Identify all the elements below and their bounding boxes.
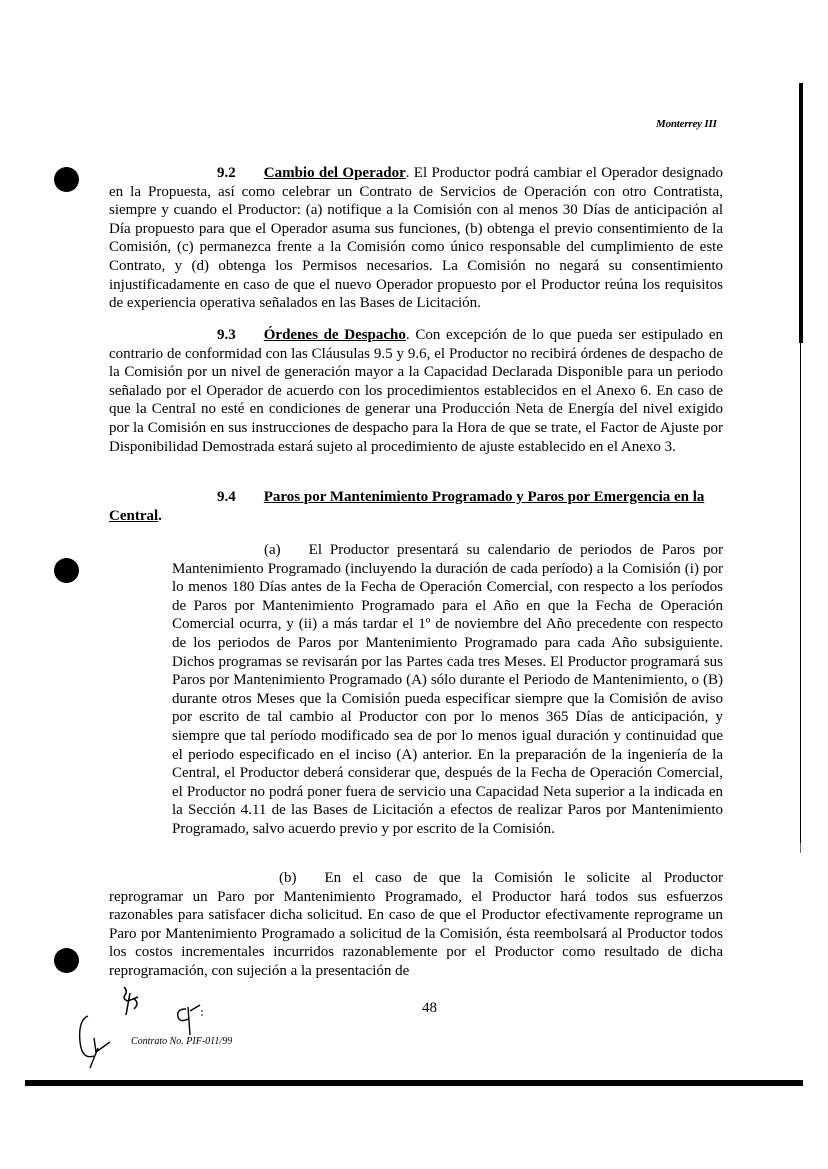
right-margin-bar [799, 83, 803, 343]
contract-number: Contrato No. PIF-011/99 [131, 1036, 233, 1047]
section-body: . Con excepción de lo que pueda ser estipulado en contrario de conformidad con las Cláusulas 9.5 y 9.6, el Productor no recibirá órdenes de despacho de la Comisión por un nivel de generación mayor a la Capacidad Declarada Disponible para un periodo señalado por el Operador de acuerdo con los procedimientos establecidos en el Anexo 6. En caso de que la Central no esté en condiciones de generar una Producción Neta de Energía del nivel exigido por la Comisión en sus instrucciones de despacho para la Hora de que se trate, el Factor de Ajuste por Disponibilidad Demostrada estará sujeto al procedimiento de ajuste establecido en el Anexo 3. [109, 327, 723, 455]
initials-signature-1 [120, 985, 150, 1020]
punch-hole-bottom [54, 948, 79, 973]
subsection-body: En el caso de que la Comisión le solicite al Productor reprogramar un Paro por Mantenimiento Programado, el Productor hará todos sus esfuerzos razonables para satisfacer dicha solicitud. En caso de que el Productor efectivamente reprograme un Paro por Mantenimiento Programado a solicitud de la Comisión, ésta reembolsará al Productor todos los costos incrementales incurridos razonablemente por el Productor como resultado de dicha reprogramación, con sujeción a la presentación de [109, 870, 723, 979]
section-number: 9.4 [217, 489, 236, 505]
section-title-end: . [158, 507, 162, 524]
initials-signature-3 [76, 1012, 116, 1072]
right-margin-dash [800, 843, 801, 853]
bottom-scan-rule [25, 1080, 803, 1086]
section-9-3 [109, 326, 723, 456]
punch-hole-middle [54, 558, 79, 583]
section-number: 9.3 [217, 327, 236, 343]
subsection-a [172, 541, 723, 839]
right-margin-line [800, 343, 801, 843]
section-9-4 [109, 488, 723, 525]
section-body: . El Productor podrá cambiar el Operador designado en la Propuesta, así como celebrar un Contrato de Servicios de Operación con otro Contratista, siempre y cuando el Productor: (a) notifique a la Comisión con al menos 30 Días de anticipación al Día propuesto para que el Operador asuma sus funciones, (b) obtenga el previo consentimiento de la Comisión, (c) permanezca frente a la Comisión como único responsable del cumplimiento de este Contrato, y (d) obtenga los Permisos necesarios. La Comisión no negará su consentimiento injustificadamente en caso de que el nuevo Operador propuesto por el Productor reúna los requisitos de experiencia operativa señalados en las Bases de Licitación. [109, 165, 723, 312]
subsection-b [109, 869, 723, 981]
section-9-2 [109, 164, 723, 313]
section-title-line2: Central [109, 507, 159, 524]
punch-hole-top [54, 167, 79, 192]
section-title: Órdenes de Despacho [263, 327, 406, 343]
subsection-label: (a) [264, 542, 281, 558]
page-number: 48 [422, 1000, 437, 1016]
section-title-line1: Paros por Mantenimiento Programado y Paros por Emergencia en la [263, 489, 705, 505]
subsection-body: El Productor presentará su calendario de periodos de Paros por Mantenimiento Programado (incluyendo la duración de cada período) a la Comisión (i) por lo menos 180 Días antes de la Fecha de Operación Comercial, con respecto a los períodos de Paros por Mantenimiento Programado para el Año en que la Fecha de Operación Comercial ocurra, y (ii) a más tardar el 1º de noviembre del Año precedente con respecto de los periodos de Paros por Mantenimiento Programado para cada Año subsiguiente. Dichos programas se revisarán por las Partes cada tres Meses. El Productor programará sus Paros por Mantenimiento Programado (A) sólo durante el Periodo de Mantenimiento, o (B) durante otros Meses que la Comisión pueda especificar siempre que la Comisión de aviso por escrito de tal cambio al Productor con por lo menos 365 Días de anticipación, y siempre que tal período modificado sea de por lo menos igual duración y continuidad que el periodo especificado en el inciso (A) anterior. En la preparación de la ingeniería de la Central, el Productor deberá considerar que, después de la Fecha de Operación Comercial, el Productor no podrá poner fuera de servicio una Capacidad Neta superior a la indicada en la Sección 4.11 de las Bases de Licitación a efectos de realizar Paros por Mantenimiento Programado, salvo acuerdo previo y por escrito de la Comisión. [172, 542, 723, 837]
subsection-label: (b) [279, 870, 297, 886]
section-title: Cambio del Operador [263, 165, 406, 181]
section-number: 9.2 [217, 165, 236, 181]
initials-signature-2 [172, 1003, 207, 1038]
running-header: Monterrey III [656, 118, 717, 130]
